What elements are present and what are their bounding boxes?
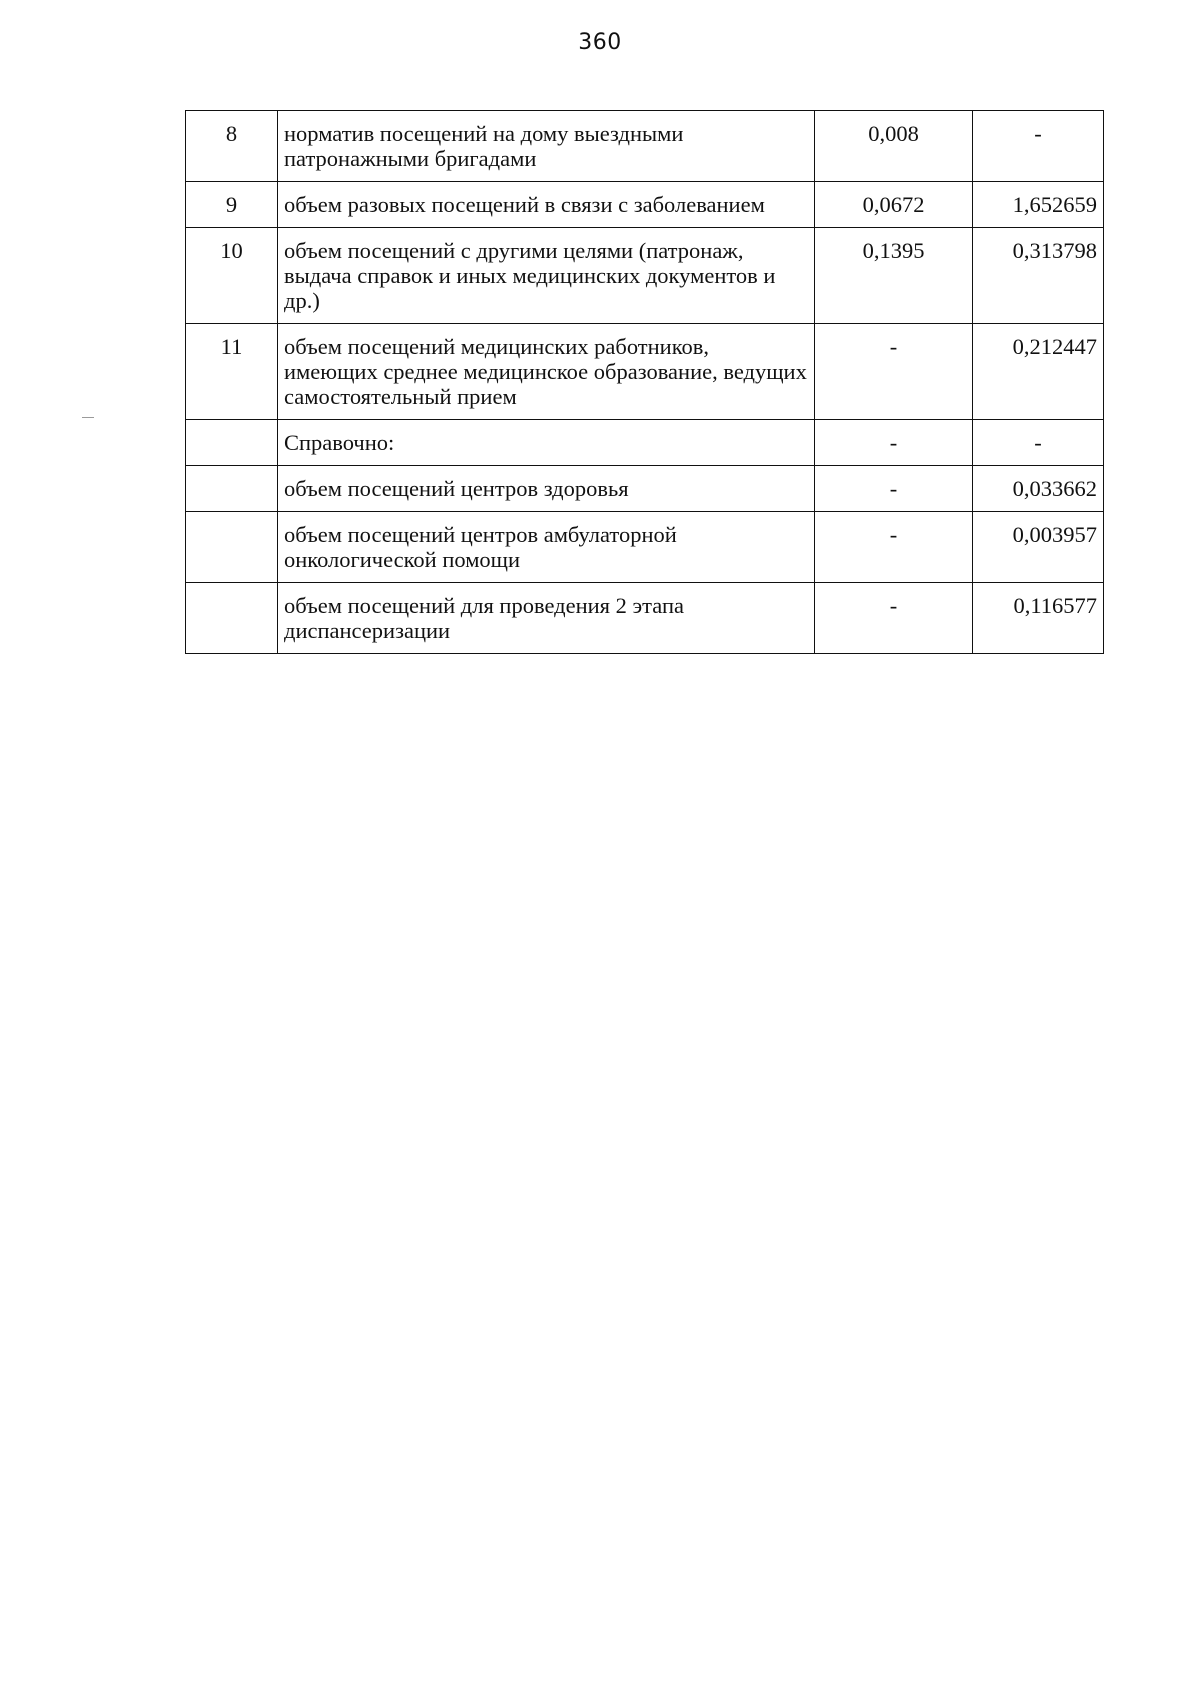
row-value-1: 0,0672 bbox=[815, 182, 973, 228]
table-row bbox=[186, 324, 1104, 420]
row-value-2: 0,313798 bbox=[973, 228, 1104, 324]
row-value-1: - bbox=[815, 583, 973, 654]
row-value-2: 0,003957 bbox=[973, 512, 1104, 583]
row-description: объем посещений центров здоровья bbox=[278, 466, 815, 512]
row-value-2: 1,652659 bbox=[973, 182, 1104, 228]
row-value-1: 0,008 bbox=[815, 111, 973, 182]
row-description: объем посещений для проведения 2 этапа диспансеризации bbox=[278, 583, 815, 654]
row-description: норматив посещений на дому выездными патронажными бригадами bbox=[278, 111, 815, 182]
row-value-2: 0,116577 bbox=[973, 583, 1104, 654]
page-number: 360 bbox=[578, 30, 622, 55]
row-description: объем разовых посещений в связи с заболеванием bbox=[278, 182, 815, 228]
row-value-2: - bbox=[973, 420, 1104, 466]
margin-mark bbox=[82, 417, 94, 418]
row-description: объем посещений с другими целями (патронаж, выдача справок и иных медицинских документов и др.) bbox=[278, 228, 815, 324]
row-number: 10 bbox=[186, 228, 278, 324]
table-row bbox=[186, 583, 1104, 654]
row-description: Справочно: bbox=[278, 420, 815, 466]
row-value-1: - bbox=[815, 512, 973, 583]
row-number: 9 bbox=[186, 182, 278, 228]
row-value-1: - bbox=[815, 324, 973, 420]
table-row bbox=[186, 512, 1104, 583]
table-row bbox=[186, 182, 1104, 228]
row-number: 8 bbox=[186, 111, 278, 182]
row-value-1: - bbox=[815, 420, 973, 466]
table-row bbox=[186, 228, 1104, 324]
row-value-1: - bbox=[815, 466, 973, 512]
table-row bbox=[186, 111, 1104, 182]
table-row bbox=[186, 420, 1104, 466]
row-value-1: 0,1395 bbox=[815, 228, 973, 324]
row-number bbox=[186, 583, 278, 654]
row-number bbox=[186, 420, 278, 466]
row-value-2: 0,033662 bbox=[973, 466, 1104, 512]
row-value-2: - bbox=[973, 111, 1104, 182]
row-number bbox=[186, 512, 278, 583]
row-number: 11 bbox=[186, 324, 278, 420]
data-table bbox=[185, 110, 1104, 654]
row-description: объем посещений центров амбулаторной онкологической помощи bbox=[278, 512, 815, 583]
row-number bbox=[186, 466, 278, 512]
row-description: объем посещений медицинских работников, имеющих среднее медицинское образование, ведущих самостоятельный прием bbox=[278, 324, 815, 420]
row-value-2: 0,212447 bbox=[973, 324, 1104, 420]
table-row bbox=[186, 466, 1104, 512]
